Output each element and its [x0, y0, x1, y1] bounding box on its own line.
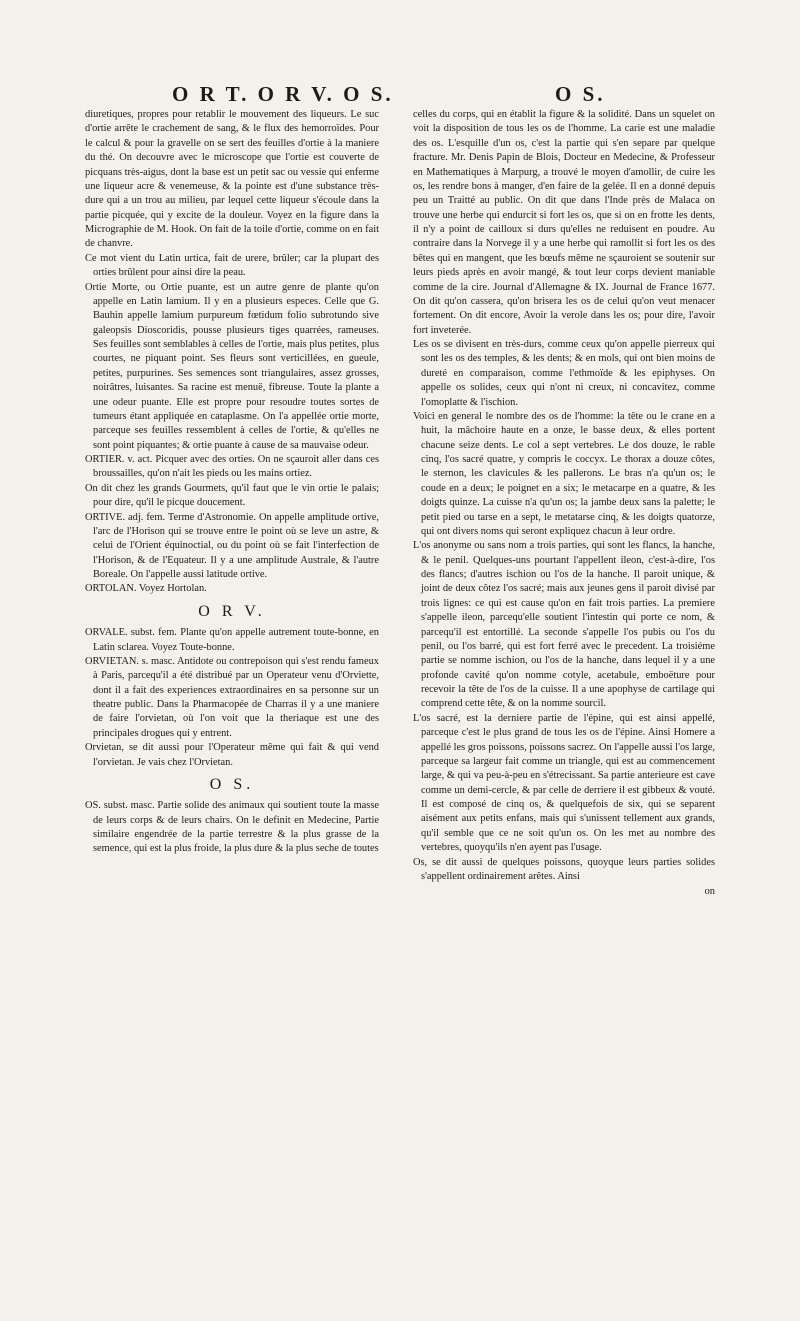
entry-os-anonyme: L'os anonyme ou sans nom a trois parties, qui sont les flancs, la hanche, & le penil. Quelques-uns pourtant l'appellent ileon, c'est-à-dire, l'os des flancs; d'autres ischion ou l'os de la hanche. Il paroit unique, & joint de deux côtez l'os sacré; mais aux jeunes gens il paroit divisé par trois lignes: ce qui est cause qu'on en fait trois parties. La premiere s'appelle ileon, parcequ'elle soutient l'intestin qui porte ce nom, & parcequ'il est entortillé. La seconde s'appelle l'os pubis ou l'os du penil, ou l'os barré, qui est fort ferré avec le precedent. La troisiéme partie se nomme ischion, ou l'os de la hanche, dans lequel il y a une profonde cavité qu'on nomme cotyle, acetabule, emboëture pour recevoir la tête de l'os de la cuisse. Il a une apophyse de cartilage qui comprend cette tête, & on la nomme sourcil. [413, 540, 715, 710]
entry-os-sacre: L'os sacré, est la derniere partie de l'épine, qui est ainsi appellé, parceque c'est le plus grand de tous les os de l'épine. Ainsi Homere a appellé les gros poissons, poissons sacrez. On l'appelle aussi l'os large, parceque sa largeur fait comme un triangle, qui est au commencement large, & qui va peu-à-peu en s'étrecissant. Sa partie anterieure est cave comme un demi-cercle, & par celle de derriere il est gibbeux & vouté. Il est composé de cinq os, & quelquefois de six, qui se separent aisément aux petits enfans, mais qui s'unissent tellement aux grands, qu'il semble que ce ne soit qu'un os. On les met au nombre des vertebres, quoyqu'ils n'en ayent pas l'usage. [413, 712, 715, 854]
left-column [85, 108, 379, 857]
section-heading-os: O S. [209, 775, 255, 793]
entry-text: celles du corps, qui en établit la figure & la solidité. Dans un squelet on voit la disposition de tous les os de l'homme. La carie est une maladie des os. L'esquille d'un os, c'est la partie qui s'en separe par quelque fracture. Mr. Denis Papin de Blois, Docteur en Medecine, & Professeur en Mathematiques à Marpurg, a trouvé le moyen d'amollir, de cuire les os, les rendre bons à manger, d'en faire de la gelée. Il en a donné depuis peu un Traitté au public. On dit que dans l'Inde près de Malaca on trouve une herbe qui endurcit si fort les os, que si on en frotte les dents, il n'y a point de cailloux si durs qu'elles ne reduisent en poudre. Au contraire dans la Norvege il y a une herbe qui ramollit si fort les os des bêtes qui en mangent, que les bœufs même ne sçauroient se soutenir sur leurs pieds après en avoir mangé, & tout leur corps devient maniable comme de la cire. Journal d'Allemagne & IX. Journal de France 1677. On dit qu'on cassera, qu'on brisera les os de celui qu'on veut menacer fortement. On dit encore, Avoir la verole dans les os; pour dire, l'avoir fort inveterée. [413, 109, 715, 336]
entry-orvietan-operateur: Orvietan, se dit aussi pour l'Operateur même qui fait & qui vend l'orvietan. Je vais chez l'Orvietan. [85, 742, 379, 768]
entry-text: Ce mot vient du Latin urtica, fait de urere, brûler; car la plupart des orties brûlent pour ainsi dire la peau. [85, 252, 379, 279]
entry-text: On dit chez les grands Gourmets, qu'il faut que le vin ortie le palais; pour dire, qu'il le picque doucement. [85, 482, 379, 509]
section-heading-orv: O R V. [198, 602, 266, 620]
entry-ortive: ORTIVE. adj. fem. Terme d'Astronomie. On appelle amplitude ortive, l'arc de l'Horison qui se trouve entre le point où se leve un astre, & celui de l'Orient équinoctial, ou du point où se fait l'interfection de l'Horison, & de l'Equateur. Il y a une amplitude Australe, & l'autre Boreale. On l'appelle aussi latitude ortive. [85, 511, 379, 580]
entry-ortie-morte: Ortie Morte, ou Ortie puante, est un autre genre de plante qu'on appelle en Latin lamium. Il y en a plusieurs especes. Celle que G. Bauhin appelle lamium purpureum fœtidum folio subrotundo sive galeopsis Dioscoridis, pousse plusieurs tiges quarrées, rameuses. Ses feuilles sont semblables à celles de l'ortie, mais plus petites, plus courtes, ne piquant point. Ses fleurs sont verticillées, en gueule, petites, purpurines. Ses semences sont triangulaires, assez grosses, noirâtres, luisantes. Sa racine est menuë, fibreuse. Toute la plante a une odeur puante. Elle est propre pour resoudre toutes sortes de tumeurs étant appliquée en cataplasme. On l'a appellée ortie morte, parceque ses feuilles ressemblent à celles de l'ortie, & qu'elles ne sont point piquantes; & ortie puante à cause de sa mauvaise odeur. [85, 281, 379, 451]
entry-text: Voici en general le nombre des os de l'homme: la tête ou le crane en a huit, la mâchoire haute en a onze, le basse deux, & elles portent chacune seize dents. Le col a sept vertebres. Le dos douze, le rable cinq, l'os sacré quatre, y compris le coccyx. Le thorax a douze côtes, le sternon, les clavicules & les pallerons. Le bras n'a qu'un os; le coude en a deux; le poignet en a six; le metacarpe en a quatre, & les doigts quinze. La cuisse n'a qu'un os; la jambe deux sans la palette; le petit pied ou tarse en a sept, le metatarse cinq, & les doigts quatorze, qui ont divers noms qui seront expliquez chacun à leur ordre. [413, 410, 715, 537]
entry-os: OS. subst. masc. Partie solide des animaux qui soutient toute la masse de leurs corps & de leurs chairs. On le definit en Medecine, Partie similaire engendrée de la partie terrestre & la plus grasse de la semence, qui est la plus froide, la plus dure & la plus seche de toutes [85, 800, 379, 855]
entry-orvietan: ORVIETAN. s. masc. Antidote ou contrepoison qui s'est rendu fameux à Paris, parcequ'il a été distribué par un Operateur venu d'Orviette, dont il a fait des experiences extraordinaires en sa personne sur un theatre public. Dans la Pharmacopée de Charras il y a une maniere de faire l'orvietan, où l'on voit que la theriaque est une des principales drogues qui y entrent. [85, 655, 379, 739]
running-head-left: O R T. O R V. O S. [172, 82, 394, 106]
entry-ortier: ORTIER. v. act. Picquer avec des orties. On ne sçauroit aller dans ces broussailles, qu'on n'ait les pieds ou les mains ortiez. [85, 454, 379, 480]
running-head-right: O S. [555, 82, 606, 106]
entry-text: Les os se divisent en très-durs, comme ceux qu'on appelle pierreux qui sont les os des temples, & les dents; & en mols, qui ont bien moins de dureté en comparaison, comme l'ethmoïde & les epiphyses. On appelle os solides, ceux qui n'ont ni creux, ni concavitez, comme l'omoplatte & l'ischion. [413, 339, 715, 408]
right-column [413, 108, 715, 900]
entry-text: diuretiques, propres pour retablir le mouvement des liqueurs. Le suc d'ortie arrête le crachement de sang, & le flux des hemorroïdes. Pour le calcul & pour la gravelle on se sert des feuilles d'ortie à la maniere du thé. On decouvre avec le microscope que l'ortie est couverte de picquans très-aigus, dont la base est un petit sac ou vessie qui enferme une liqueur acre & venemeuse, & la pointe est d'une substance très-dure qui a un trou au milieu, par lequel cette liqueur s'écoule dans la partie picquée, qui y excite de la douleur. Voyez en la figure dans la Micrographie de M. Hook. On fait de la toile d'ortie, comme on en fait de chanvre. [85, 109, 379, 250]
entry-ortolan: ORTOLAN. Voyez Hortolan. [85, 583, 207, 595]
entry-os-poissons: Os, se dit aussi de quelques poissons, quoyque leurs parties solides s'appellent ordinairement arêtes. Ainsi [413, 856, 715, 882]
catchword: on [704, 886, 715, 898]
entry-orvale: ORVALE. subst. fem. Plante qu'on appelle autrement toute-bonne, en Latin sclarea. Voyez Toute-bonne. [85, 627, 379, 653]
